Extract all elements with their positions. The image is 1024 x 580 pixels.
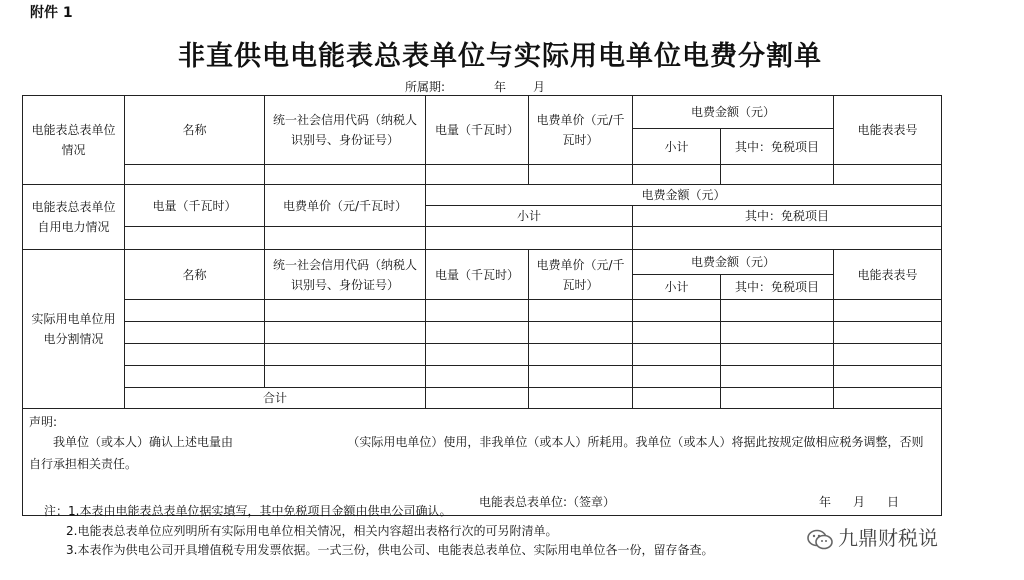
total-label: 合计	[125, 388, 426, 409]
s3-header-unit-price: 电费单价（元/千瓦时）	[529, 250, 633, 300]
s3-cell[interactable]	[426, 344, 529, 366]
sign-month: 月	[853, 495, 866, 509]
s3-cell[interactable]	[721, 366, 834, 388]
s1-header-credit-code: 统一社会信用代码（纳税人识别号、身份证号）	[265, 96, 426, 165]
s3-cell[interactable]	[834, 300, 942, 322]
s3-data-row	[23, 366, 942, 388]
note-2: 2.电能表总表单位应列明所有实际用电单位相关情况，相关内容超出表格行次的可另附清单。	[66, 524, 558, 538]
total-cell[interactable]	[529, 388, 633, 409]
s1-cell[interactable]	[529, 165, 633, 185]
signer-label: 电能表总表单位:（签章）	[479, 495, 616, 509]
total-cell[interactable]	[721, 388, 834, 409]
annex-label: 附件 1	[30, 5, 73, 21]
s3-data-row	[23, 344, 942, 366]
s3-cell[interactable]	[834, 366, 942, 388]
s3-header-meter-no: 电能表表号	[834, 250, 942, 300]
s3-cell[interactable]	[265, 344, 426, 366]
s2-data-row	[23, 227, 942, 250]
s1-header-unit-price: 电费单价（元/千瓦时）	[529, 96, 633, 165]
s3-cell[interactable]	[721, 322, 834, 344]
period-year: 年	[494, 80, 507, 94]
s3-data-row	[23, 300, 942, 322]
s1-cell[interactable]	[834, 165, 942, 185]
s1-header-quantity: 电量（千瓦时）	[426, 96, 529, 165]
s2-cell[interactable]	[125, 227, 265, 250]
s1-cell[interactable]	[265, 165, 426, 185]
sign-year: 年	[819, 495, 832, 509]
s3-data-row	[23, 322, 942, 344]
sign-day: 日	[887, 495, 900, 509]
s1-header-subtotal: 小计	[633, 129, 721, 165]
total-cell[interactable]	[633, 388, 721, 409]
s3-header-tax-exempt: 其中：免税项目	[721, 275, 834, 300]
s1-header-meter-no: 电能表表号	[834, 96, 942, 165]
s3-cell[interactable]	[265, 322, 426, 344]
s3-header-subtotal: 小计	[633, 275, 721, 300]
s3-cell[interactable]	[834, 322, 942, 344]
watermark-text: 九鼎财税说	[838, 526, 938, 550]
section1-label: 电能表总表单位情况	[23, 96, 125, 185]
s3-cell[interactable]	[125, 322, 265, 344]
section3-label: 实际用电单位用电分割情况	[23, 250, 125, 409]
period-line	[0, 78, 1024, 94]
note-3: 3.本表作为供电公司开具增值税专用发票依据。一式三份，供电公司、电能表总表单位、实际用电单位各一份，留存备查。	[66, 543, 714, 557]
s3-cell[interactable]	[529, 366, 633, 388]
s3-cell[interactable]	[721, 344, 834, 366]
s3-total-row	[23, 388, 942, 409]
s3-header-credit-code: 统一社会信用代码（纳税人识别号、身份证号）	[265, 250, 426, 300]
s3-cell[interactable]	[633, 322, 721, 344]
s3-cell[interactable]	[265, 300, 426, 322]
s3-cell[interactable]	[426, 366, 529, 388]
total-cell[interactable]	[834, 388, 942, 409]
s3-cell[interactable]	[529, 300, 633, 322]
s3-header-amount: 电费金额（元）	[633, 250, 834, 275]
section2-label: 电能表总表单位自用电力情况	[23, 185, 125, 250]
s3-cell[interactable]	[633, 344, 721, 366]
s1-cell[interactable]	[721, 165, 834, 185]
s1-cell[interactable]	[426, 165, 529, 185]
s3-cell[interactable]	[125, 344, 265, 366]
s3-header-name: 名称	[125, 250, 265, 300]
s1-cell[interactable]	[125, 165, 265, 185]
s3-cell[interactable]	[633, 366, 721, 388]
watermark	[806, 522, 938, 552]
s2-header-quantity: 电量（千瓦时）	[125, 185, 265, 227]
s2-header-unit-price: 电费单价（元/千瓦时）	[265, 185, 426, 227]
s1-cell[interactable]	[633, 165, 721, 185]
s3-cell[interactable]	[721, 300, 834, 322]
s2-header-subtotal: 小计	[426, 206, 633, 227]
s3-cell[interactable]	[834, 344, 942, 366]
s3-cell[interactable]	[125, 300, 265, 322]
s3-cell[interactable]	[265, 366, 426, 388]
wechat-icon	[806, 528, 834, 552]
period-month: 月	[533, 80, 546, 94]
note-1: 注：1.本表由电能表总表单位据实填写，其中免税项目金额由供电公司确认。	[44, 504, 452, 518]
declaration-label: 声明:	[29, 415, 58, 429]
s2-cell[interactable]	[633, 227, 942, 250]
s1-header-amount: 电费金额（元）	[633, 96, 834, 129]
form-title: 非直供电电能表总表单位与实际用电单位电费分割单	[178, 41, 822, 72]
s3-header-quantity: 电量（千瓦时）	[426, 250, 529, 300]
declaration-box	[23, 409, 942, 516]
s1-header-name: 名称	[125, 96, 265, 165]
sign-date	[819, 492, 921, 512]
s3-cell[interactable]	[633, 300, 721, 322]
declaration-text: 我单位（或本人）确认上述电量由 （实际用电单位）使用，非我单位（或本人）所耗用。我单位（或本人）将据此按规定做相应税务调整，否则自行承担相关责任。	[29, 435, 924, 471]
total-cell[interactable]	[426, 388, 529, 409]
s2-cell[interactable]	[265, 227, 426, 250]
s1-header-tax-exempt: 其中：免税项目	[721, 129, 834, 165]
period-label: 所属期:	[405, 80, 446, 94]
s2-cell[interactable]	[426, 227, 633, 250]
s3-cell[interactable]	[125, 366, 265, 388]
s2-header-tax-exempt: 其中：免税项目	[633, 206, 942, 227]
s3-cell[interactable]	[426, 300, 529, 322]
s2-header-amount: 电费金额（元）	[426, 185, 942, 206]
s1-data-row	[23, 165, 942, 185]
electricity-split-table	[22, 95, 942, 516]
s3-cell[interactable]	[529, 322, 633, 344]
s3-cell[interactable]	[426, 322, 529, 344]
s3-cell[interactable]	[529, 344, 633, 366]
